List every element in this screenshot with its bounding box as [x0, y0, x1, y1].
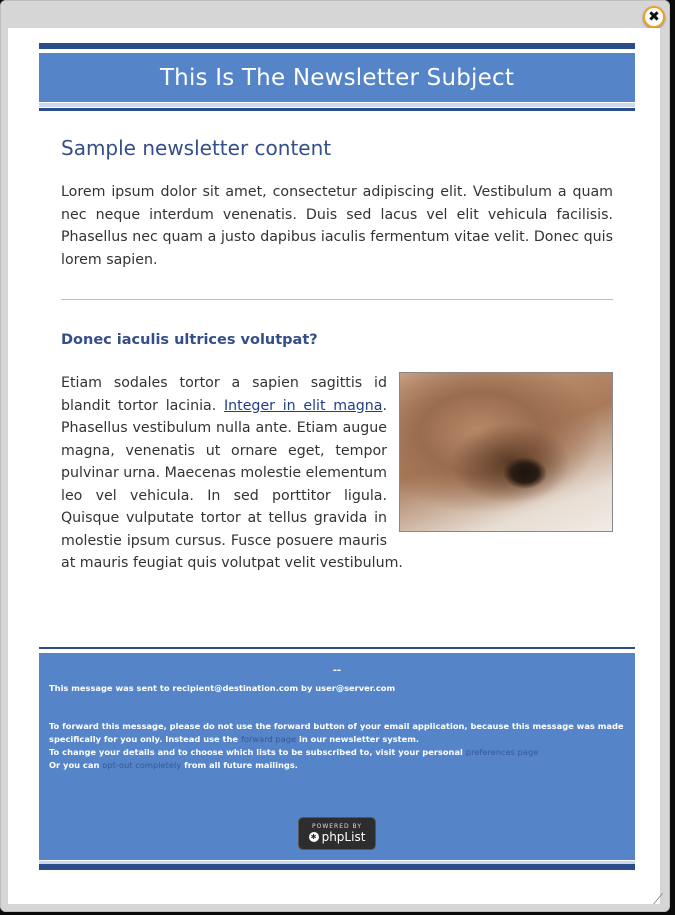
body-text-start: Etiam sodales tortor a sapien sagittis id blandit tortor lacinia.: [61, 375, 387, 414]
change-details-text: To change your details and to choose which lists to be subscribed to, visit your personal: [49, 747, 466, 757]
header-divider-dark: [39, 108, 635, 111]
resize-grip-icon[interactable]: ⟋: [653, 892, 663, 908]
preferences-page-link[interactable]: preferences page: [465, 747, 539, 757]
dog-photo: [399, 372, 613, 532]
content-divider: [61, 299, 613, 300]
newsletter-viewport: [8, 28, 660, 904]
footer-instructions: [49, 720, 624, 772]
body-link[interactable]: Integer in elit magna: [223, 397, 383, 414]
powered-by-label: POWERED BY: [311, 823, 362, 830]
body-paragraph: [61, 372, 613, 575]
content-heading: Sample newsletter content: [61, 136, 332, 160]
powered-by-phplist-badge[interactable]: [298, 817, 376, 850]
top-border: [39, 43, 635, 49]
newsletter-content: [61, 136, 613, 571]
forward-page-link[interactable]: forward page: [240, 734, 297, 744]
content-subheading: Donec iaculis ultrices volutpat?: [61, 332, 318, 348]
optout-prefix: Or you can: [49, 760, 103, 770]
header-divider-light: [39, 103, 635, 107]
close-icon[interactable]: ✖: [643, 6, 665, 28]
optout-link[interactable]: opt-out completely: [102, 760, 182, 770]
newsletter-subject: This Is The Newsletter Subject: [159, 64, 515, 91]
optout-suffix: from all future mailings.: [181, 760, 298, 770]
bottom-border-dark: [39, 864, 635, 870]
phplist-brand: [309, 830, 366, 844]
sent-to-line: This message was sent to recipient@destination.com by user@server.com: [49, 683, 396, 693]
newsletter-header: [39, 53, 635, 102]
forward-text-end: in our newsletter system.: [296, 734, 420, 744]
forward-text: To forward this message, please do not use the forward button of your email application, because this message was made specifically for you only. Instead use the: [49, 721, 624, 744]
body-text-end: . Phasellus vestibulum nulla ante. Etiam augue magna, venenatis ut ornare eget, tempor pulvinar urna. Maecenas molestie elementum leo vel vehicula. In sed porttitor ligula. Quisque vulputate tortor at tellus gravida in molestie ipsum cursus. Fusce posuere mauris at mauris feugiat quis volutpat velit vestibulum.: [61, 397, 403, 571]
footer-divider: [39, 647, 635, 649]
footer-separator: --: [332, 665, 342, 676]
intro-paragraph: Lorem ipsum dolor sit amet, consectetur adipiscing elit. Vestibulum a quam nec neque interdum venenatis. Duis sed lacus vel elit vehicula facilisis. Phasellus nec quam a justo dapibus iaculis fermentum vitae velit. Donec quis lorem sapien.: [61, 184, 613, 268]
newsletter-footer: [39, 653, 635, 860]
phplist-logo-icon: ✱: [309, 832, 319, 842]
newsletter: [39, 43, 635, 869]
phplist-brand-text: phpList: [321, 830, 366, 844]
